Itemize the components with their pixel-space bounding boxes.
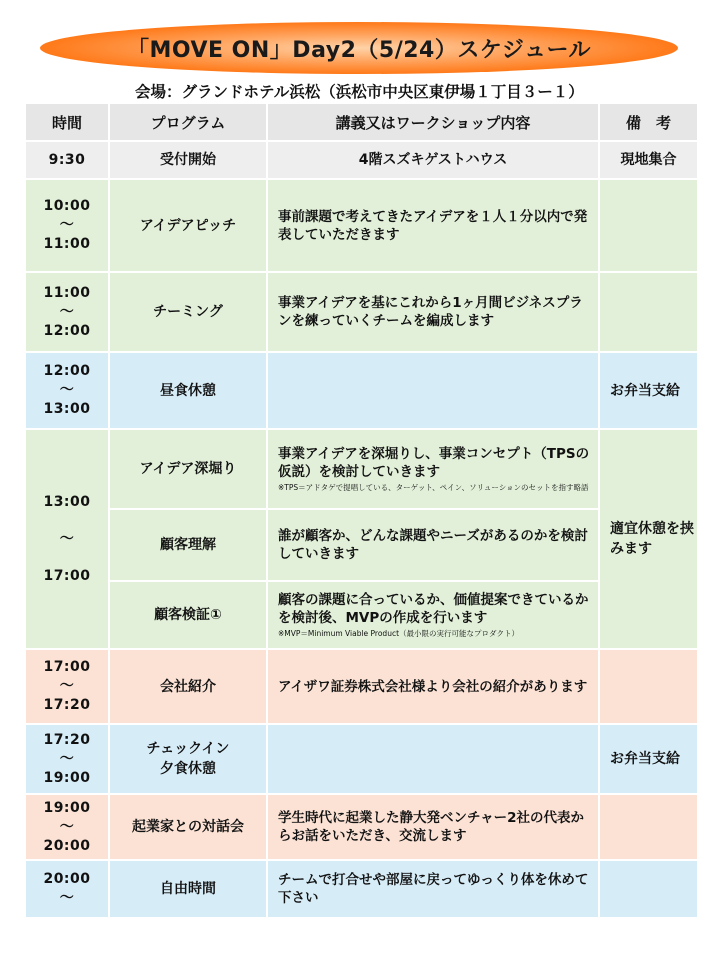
header-content: 講義又はワークショップ内容 bbox=[267, 103, 599, 141]
program-cell: チーミング bbox=[109, 272, 267, 352]
time-tilde: ～ bbox=[59, 530, 75, 547]
content-text: 事業アイデアを深堀りし、事業コンセプト（TPSの仮説）を検討していきます bbox=[278, 446, 590, 480]
content-footnote: ※TPS＝アドタゲで提唱している、ターゲット、ペイン、ソリューションのセットを指す略語 bbox=[278, 483, 589, 492]
time-cell bbox=[25, 860, 109, 918]
note-cell: 現地集合 bbox=[599, 141, 698, 179]
time-cell bbox=[25, 352, 109, 429]
time-end: 17:00 bbox=[43, 567, 91, 584]
venue-line: 会場：グランドホテル浜松（浜松市中央区東伊場１丁目３ー１） bbox=[135, 83, 584, 101]
schedule-table bbox=[24, 102, 699, 919]
program-cell: 顧客理解 bbox=[109, 509, 267, 581]
content-text: 顧客の課題に合っているか、価値提案できているかを検討後、MVPの作成を行います bbox=[278, 592, 589, 626]
time-start: 17:20 bbox=[43, 731, 91, 748]
time-start: 20:00 bbox=[43, 871, 91, 887]
program-cell bbox=[109, 724, 267, 794]
title-banner bbox=[40, 22, 678, 74]
table-row bbox=[25, 509, 698, 581]
time-tilde: ～ bbox=[59, 217, 75, 233]
program-cell: アイデアピッチ bbox=[109, 179, 267, 272]
time-tilde: ～ bbox=[59, 303, 75, 320]
time-tilde: ～ bbox=[59, 890, 75, 906]
time-cell bbox=[25, 794, 109, 860]
program-line-2: 夕食休憩 bbox=[160, 761, 216, 777]
time-tilde: ～ bbox=[59, 750, 75, 767]
program-cell: 起業家との対話会 bbox=[109, 794, 267, 860]
table-row bbox=[25, 179, 698, 272]
content-cell bbox=[267, 581, 599, 649]
time-end: 19:00 bbox=[43, 769, 91, 786]
table-row bbox=[25, 352, 698, 429]
time-end: 11:00 bbox=[43, 236, 91, 252]
content-cell: アイザワ証券株式会社様より会社の紹介があります bbox=[267, 649, 599, 724]
table-row bbox=[25, 429, 698, 509]
table-row bbox=[25, 724, 698, 794]
time-end: 20:00 bbox=[43, 837, 91, 854]
program-cell: 顧客検証① bbox=[109, 581, 267, 649]
header-program: プログラム bbox=[109, 103, 267, 141]
time-cell bbox=[25, 429, 109, 649]
table-row bbox=[25, 860, 698, 918]
note-cell: 適宜休憩を挟みます bbox=[599, 429, 698, 649]
time-cell bbox=[25, 724, 109, 794]
time-start: 12:00 bbox=[43, 363, 91, 379]
table-row bbox=[25, 794, 698, 860]
note-cell bbox=[599, 272, 698, 352]
time-end: 12:00 bbox=[43, 322, 91, 339]
time-tilde: ～ bbox=[59, 678, 75, 694]
content-cell: 誰が顧客か、どんな課題やニーズがあるのかを検討していきます bbox=[267, 509, 599, 581]
header-time: 時間 bbox=[25, 103, 109, 141]
time-start: 10:00 bbox=[43, 198, 91, 214]
content-cell bbox=[267, 352, 599, 429]
time-tilde: ～ bbox=[59, 818, 75, 835]
time-cell bbox=[25, 649, 109, 724]
program-cell: 昼食休憩 bbox=[109, 352, 267, 429]
table-row bbox=[25, 272, 698, 352]
program-cell: 受付開始 bbox=[109, 141, 267, 179]
page-title: 「MOVE ON」Day2（5/24）スケジュール bbox=[126, 37, 592, 63]
content-cell: 事業アイデアを基にこれから1ヶ月間ビジネスプランを練っていくチームを編成します bbox=[267, 272, 599, 352]
time-cell bbox=[25, 179, 109, 272]
note-cell bbox=[599, 179, 698, 272]
content-cell: チームで打合せや部屋に戻ってゆっくり体を休めて下さい bbox=[267, 860, 599, 918]
program-line-1: チェックイン bbox=[146, 741, 230, 757]
note-cell: お弁当支給 bbox=[599, 724, 698, 794]
program-cell: 会社紹介 bbox=[109, 649, 267, 724]
table-row bbox=[25, 581, 698, 649]
content-cell bbox=[267, 429, 599, 509]
time-start: 11:00 bbox=[43, 284, 91, 301]
time-start: 13:00 bbox=[43, 493, 91, 510]
time-cell bbox=[25, 272, 109, 352]
header-row bbox=[25, 103, 698, 141]
time-end: 17:20 bbox=[43, 697, 91, 713]
content-cell: 学生時代に起業した静大発ベンチャー2社の代表からお話をいただき、交流します bbox=[267, 794, 599, 860]
table-row bbox=[25, 141, 698, 179]
time-start: 17:00 bbox=[43, 659, 91, 675]
note-cell: お弁当支給 bbox=[599, 352, 698, 429]
note-cell bbox=[599, 794, 698, 860]
time-cell: 9:30 bbox=[25, 141, 109, 179]
time-end: 13:00 bbox=[43, 401, 91, 417]
note-cell bbox=[599, 860, 698, 918]
content-cell: 4階スズキゲストハウス bbox=[267, 141, 599, 179]
time-tilde: ～ bbox=[59, 382, 75, 398]
content-footnote: ※MVP＝Minimum Viable Product（最小限の実行可能なプロダクト） bbox=[278, 629, 520, 638]
program-cell: アイデア深堀り bbox=[109, 429, 267, 509]
content-cell bbox=[267, 724, 599, 794]
table-row bbox=[25, 649, 698, 724]
program-cell: 自由時間 bbox=[109, 860, 267, 918]
note-cell bbox=[599, 649, 698, 724]
content-cell: 事前課題で考えてきたアイデアを１人１分以内で発表していただきます bbox=[267, 179, 599, 272]
time-start: 19:00 bbox=[43, 799, 91, 816]
header-notes: 備 考 bbox=[599, 103, 698, 141]
